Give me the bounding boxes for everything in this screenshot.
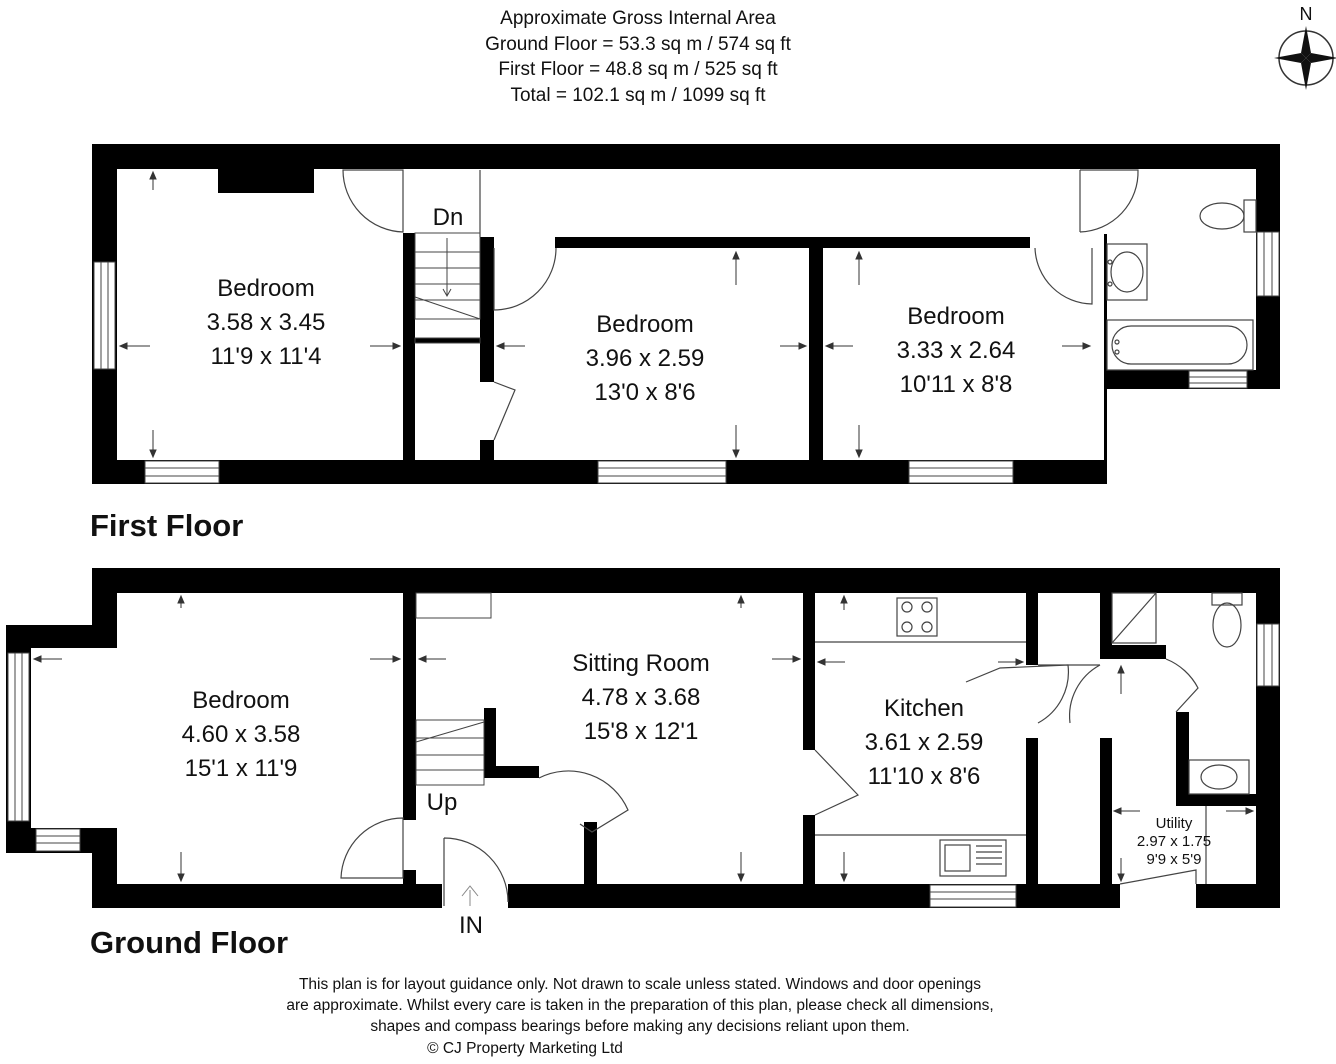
room-imperial: 15'8 x 12'1 [583, 718, 699, 745]
room-imperial: 11'10 x 8'6 [867, 763, 981, 790]
copyright: © CJ Property Marketing Ltd [427, 1040, 623, 1057]
first-bedroom-3 [856, 300, 1056, 402]
room-metric: 3.58 x 3.45 [206, 309, 326, 336]
room-name: Bedroom [217, 275, 315, 302]
room-imperial: 15'1 x 11'9 [184, 755, 298, 782]
bathroom-fixtures [1107, 200, 1256, 370]
first-bedroom-1 [166, 272, 366, 374]
disclaimer-line-3: shapes and compass bearings before making any decisions reliant upon them. [370, 1018, 910, 1035]
ground-floor-stairs [416, 593, 491, 785]
kitchen [824, 692, 1024, 794]
ground-floor-label: Ground Floor [90, 925, 289, 960]
first-bedroom-2 [545, 308, 745, 410]
first-floor-stairs [415, 233, 480, 343]
ground-bedroom [141, 684, 341, 786]
room-imperial: 13'0 x 8'6 [594, 379, 696, 406]
disclaimer-line-1: This plan is for layout guidance only. Not drawn to scale unless stated. Windows and door openings [298, 976, 982, 993]
compass-icon [1274, 26, 1336, 90]
room-metric: 2.97 x 1.75 [1136, 833, 1212, 850]
room-imperial: 11'9 x 11'4 [210, 343, 322, 370]
room-name: Bedroom [907, 303, 1005, 330]
room-name: Bedroom [192, 687, 290, 714]
room-name: Utility [1155, 815, 1193, 832]
area-total: Total = 102.1 sq m / 1099 sq ft [510, 85, 766, 106]
room-metric: 3.61 x 2.59 [864, 729, 984, 756]
room-metric: 4.78 x 3.68 [581, 684, 701, 711]
room-name: Bedroom [596, 311, 694, 338]
utility-room [1124, 815, 1224, 869]
room-imperial: 9'9 x 5'9 [1146, 851, 1202, 868]
area-title: Approximate Gross Internal Area [500, 8, 776, 29]
room-metric: 3.96 x 2.59 [585, 345, 705, 372]
sitting-room [531, 647, 751, 749]
room-metric: 3.33 x 2.64 [896, 337, 1016, 364]
stairs-up-label: Up [426, 789, 458, 816]
entrance-label: IN [459, 912, 483, 939]
room-imperial: 10'11 x 8'8 [899, 371, 1013, 398]
area-ground-floor: Ground Floor = 53.3 sq m / 574 sq ft [485, 34, 791, 55]
ground-floor-doors [341, 659, 1206, 906]
room-name: Kitchen [883, 695, 965, 722]
room-metric: 4.60 x 3.58 [181, 721, 301, 748]
area-first-floor: First Floor = 48.8 sq m / 525 sq ft [498, 59, 778, 80]
room-name: Sitting Room [572, 650, 710, 677]
stairs-down-label: Dn [432, 204, 464, 231]
first-floor-label: First Floor [90, 508, 244, 543]
disclaimer-line-2: are approximate. Whilst every care is taken in the preparation of this plan, please check all dimensions, [286, 997, 994, 1014]
compass-north-label: N [1299, 4, 1313, 24]
